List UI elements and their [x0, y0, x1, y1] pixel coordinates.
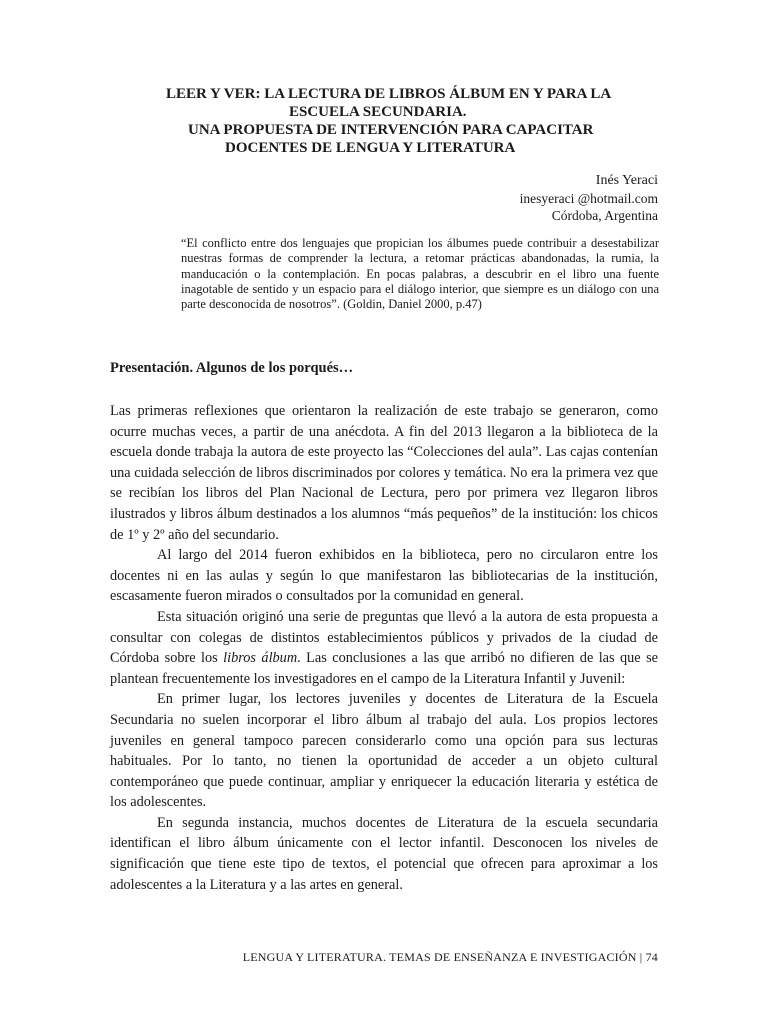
page-footer: LENGUA Y LITERATURA. TEMAS DE ENSEÑANZA E INVESTIGACIÓN | 74 [242, 950, 658, 964]
section-heading: Presentación. Algunos de los porqués… [110, 360, 354, 376]
author-location: Córdoba, Argentina [551, 208, 658, 223]
title-line-4: DOCENTES DE LENGUA Y LITERATURA [225, 140, 516, 156]
paragraph-2: Al largo del 2014 fueron exhibidos en la biblioteca, pero no circularon entre los docentes ni en las aulas y según lo que manifestaron las bibliotecarias de la institución, escasamente fueron mirados o consultados por la comunidad en general. [110, 547, 658, 605]
title-line-3: UNA PROPUESTA DE INTERVENCIÓN PARA CAPACITAR [188, 122, 594, 138]
paragraph-3-italic-term: libros álbum [223, 650, 298, 667]
paragraph-3-text-a: Esta situación originó una serie de preguntas que llevó a la autora de esta propuesta a consultar con colegas de distintos establecimientos públicos y privados de la ciudad de Córdoba sobre los [110, 608, 658, 667]
body-text [110, 401, 658, 895]
document-title [110, 85, 710, 157]
author-name: Inés Yeraci [595, 173, 658, 188]
author-email: inesyeraci @hotmail.com [519, 191, 658, 206]
title-line-2: ESCUELA SECUNDARIA. [289, 104, 467, 120]
paragraph-3-text-b: . Las conclusiones a las que arribó no difieren de las que se plantean frecuentemente los investigadores en el campo de la Literatura Infantil y Juvenil: [110, 650, 658, 687]
paragraph-1: Las primeras reflexiones que orientaron la realización de este trabajo se generaron, como ocurre muchas veces, a partir de una anécdota. A fin del 2013 llegaron a la biblioteca de la escuela donde trabaja la autora de este proyecto las “Colecciones del aula”. Las cajas contenían una cuidada selección de libros discriminados por colores y temática. No era la primera vez que se recibían los libros del Plan Nacional de Lectura, pero por primera vez llegaron libros ilustrados y libros álbum destinados a los alumnos “más pequeños” de la institución: los chicos de 1º y 2º año del secundario. [110, 403, 658, 543]
paragraph-5: En segunda instancia, muchos docentes de Literatura de la escuela secundaria identifican el libro álbum únicamente con el lector infantil. Desconocen los niveles de significación que tiene este tipo de textos, el potencial que ofrecen para aproximar a los adolescentes a la Literatura y a las artes en general. [110, 814, 658, 893]
paragraph-4: En primer lugar, los lectores juveniles y docentes de Literatura de la Escuela Secundaria no suelen incorporar el libro álbum al trabajo del aula. Los propios lectores juveniles en general tampoco parecen considerarlo como una opción para sus lecturas habituales. Por lo tanto, no tienen la oportunidad de acceder a un objeto cultural contemporáneo que puede continuar, ampliar y enriquecer la educación literaria y estética de los adolescentes. [110, 691, 658, 811]
title-line-1: LEER Y VER: LA LECTURA DE LIBROS ÁLBUM EN Y PARA LA [166, 86, 612, 102]
epigraph-quote: “El conflicto entre dos lenguajes que propician los álbumes puede contribuir a desestabilizar nuestras formas de comprender la lectura, a retomar prácticas abandonadas, la rumia, la manducación o la contemplación. En pocas palabras, a descubrir en el libro una fuente inagotable de sentido y un espacio para el diálogo interior, que siempre es un diálogo con una parte desconocida de nosotros”. (Goldin, Daniel 2000, p.47) [181, 236, 659, 312]
paragraph-3 [110, 607, 658, 689]
author-block [520, 172, 658, 224]
